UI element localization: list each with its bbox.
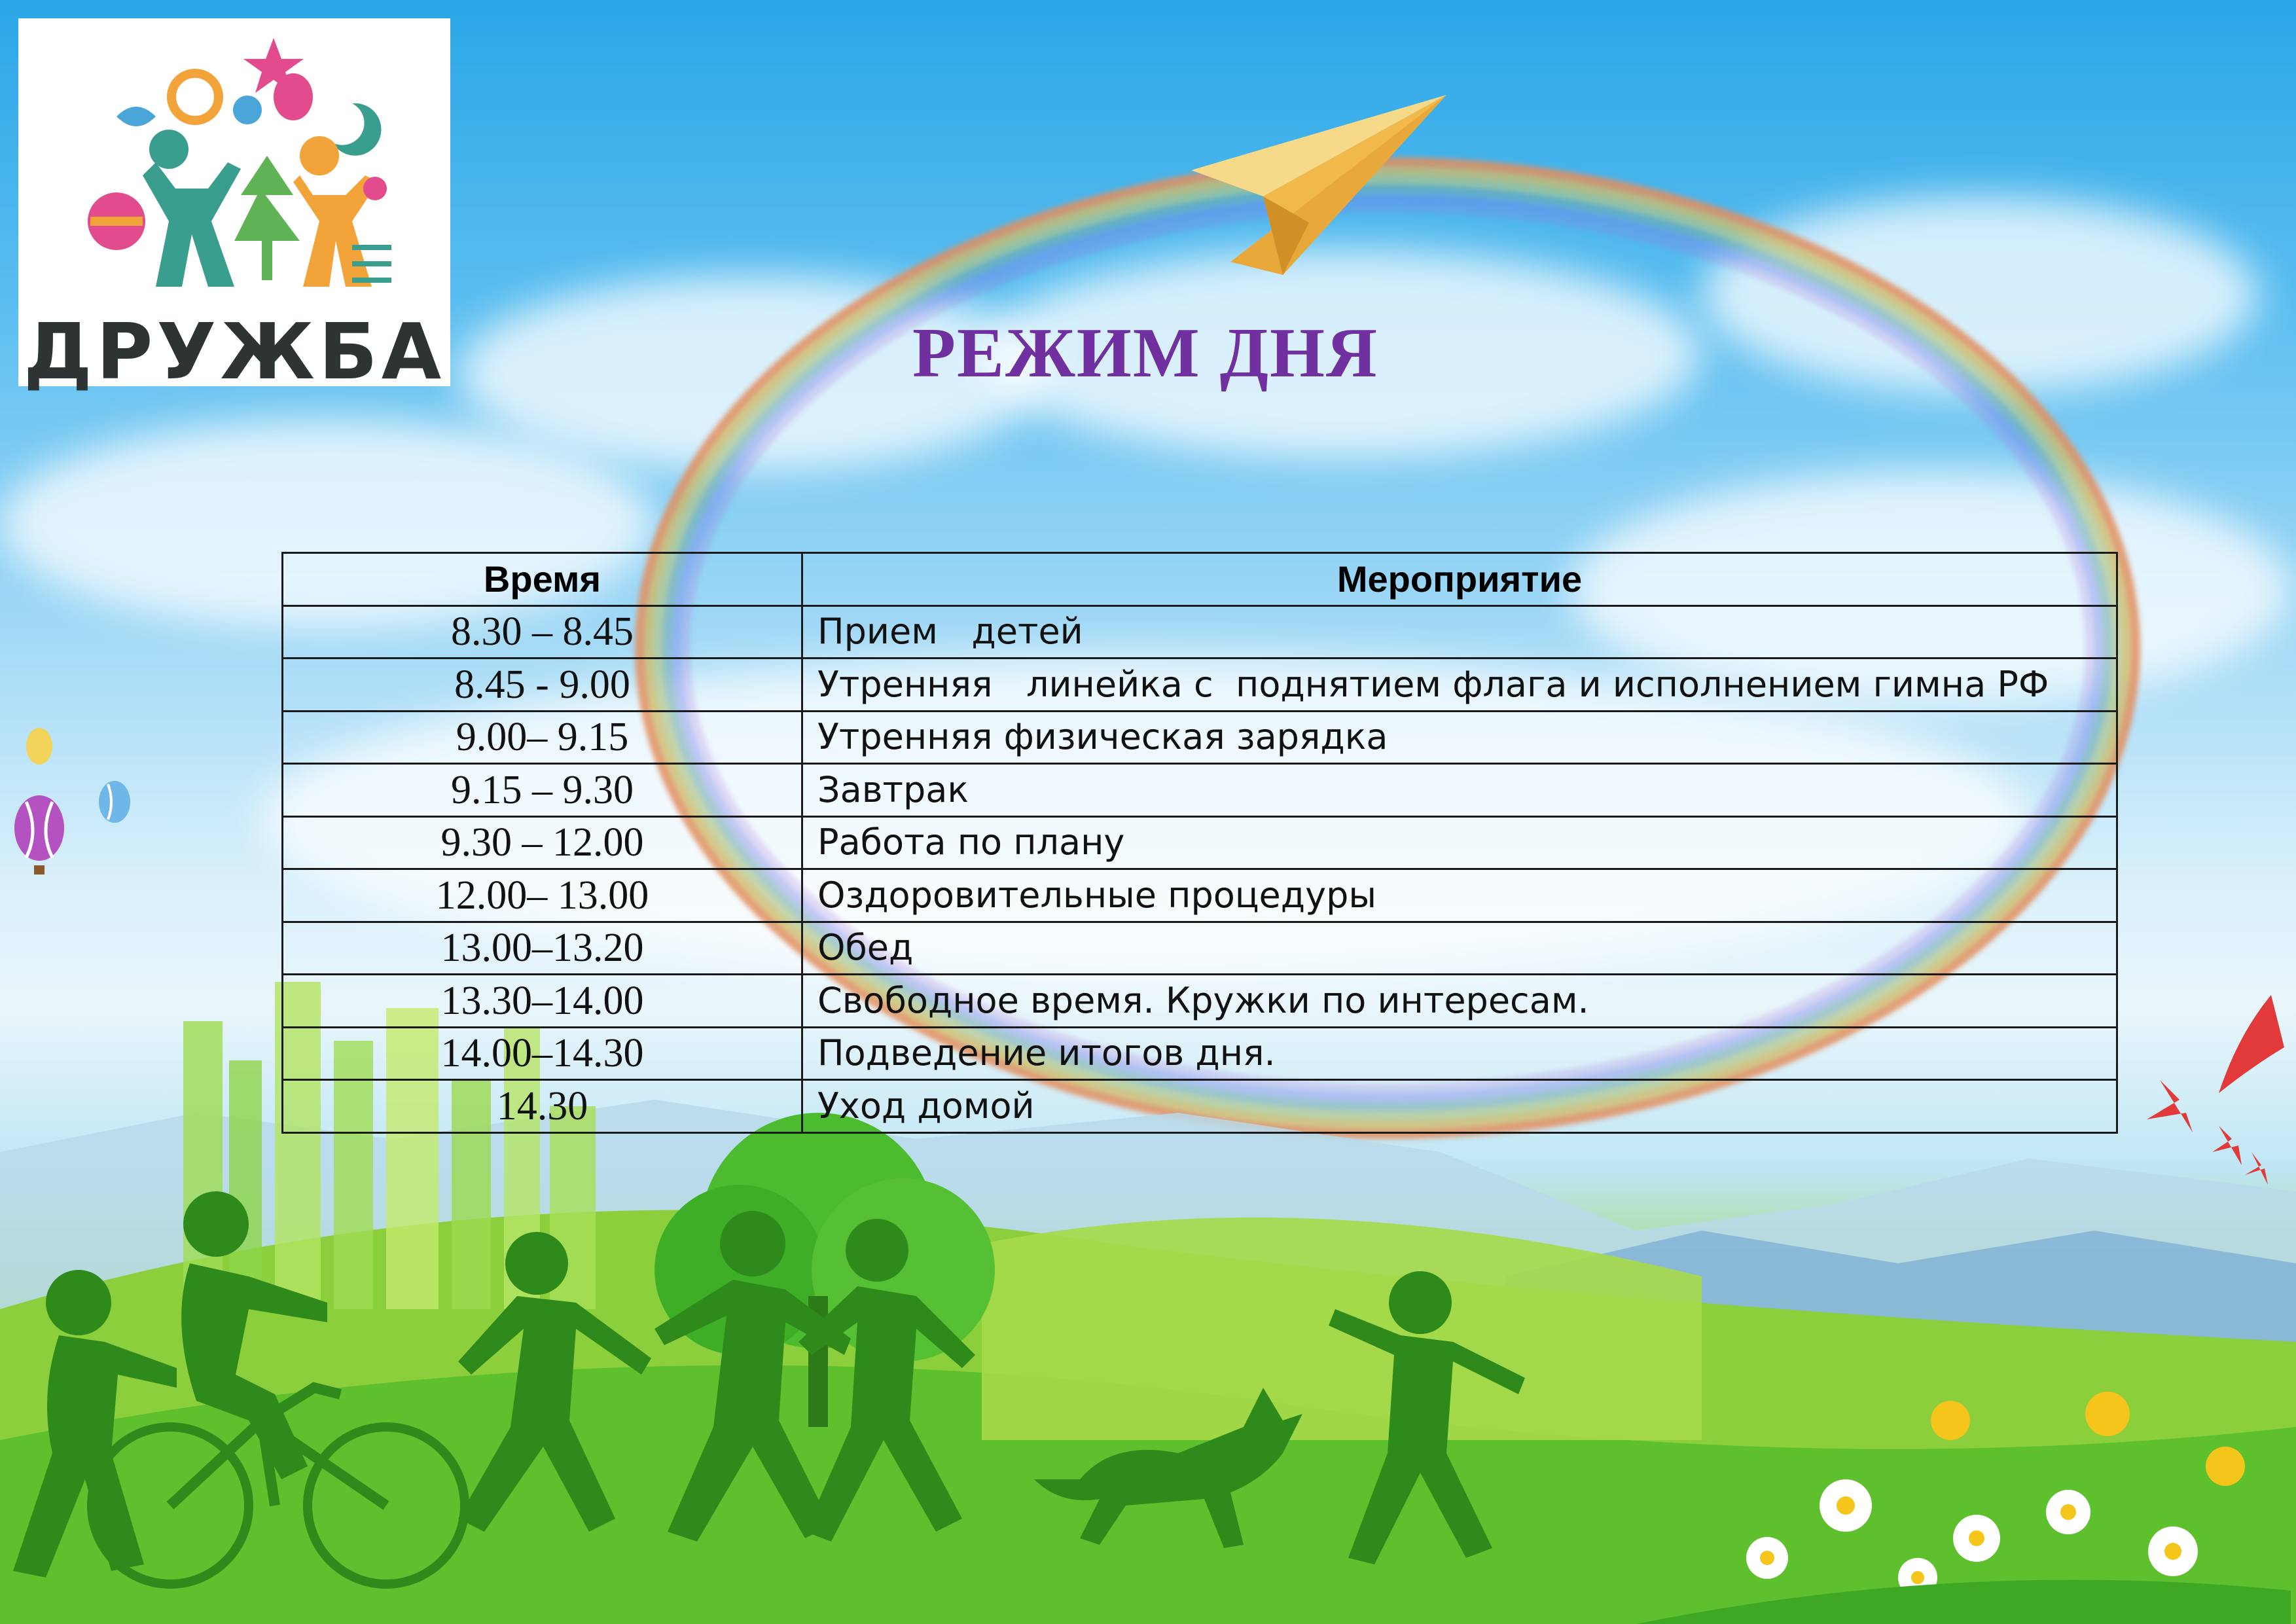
table-row: [283, 975, 2117, 1028]
row-event: Подведение итогов дня.: [802, 1027, 2117, 1080]
table-row: [283, 1027, 2117, 1080]
table-row: [283, 922, 2117, 975]
row-time: 8.30 – 8.45: [283, 605, 802, 659]
row-time: 14.00–14.30: [283, 1027, 802, 1080]
table-row: [283, 764, 2117, 817]
row-time: 12.00– 13.00: [283, 869, 802, 922]
page-title: РЕЖИМ ДНЯ: [912, 314, 1379, 392]
row-time: 8.45 - 9.00: [283, 659, 802, 712]
row-time: 9.30 – 12.00: [283, 816, 802, 869]
table-row: [283, 816, 2117, 869]
row-time: 13.00–13.20: [283, 922, 802, 975]
table-row: [283, 605, 2117, 659]
header-event: Мероприятие: [802, 553, 2117, 606]
row-time: 9.15 – 9.30: [283, 764, 802, 817]
table-row: [283, 1080, 2117, 1133]
paper-plane-icon: [1152, 92, 1453, 288]
row-event: Оздоровительные процедуры: [802, 869, 2117, 922]
schedule-table: [281, 552, 2118, 1134]
header-time: Время: [283, 553, 802, 606]
row-event: Утренняя физическая зарядка: [802, 711, 2117, 764]
row-event: Обед: [802, 922, 2117, 975]
row-time: 13.30–14.00: [283, 975, 802, 1028]
row-event: Завтрак: [802, 764, 2117, 817]
logo-emblem-icon: [77, 25, 391, 300]
row-event: Работа по плану: [802, 816, 2117, 869]
row-event: Прием детей: [802, 605, 2117, 659]
logo: [18, 18, 450, 397]
logo-wordmark: ДРУЖБА: [23, 306, 446, 397]
row-time: 14.30: [283, 1080, 802, 1133]
table-header-row: [283, 553, 2117, 606]
row-event: Свободное время. Кружки по интересам.: [802, 975, 2117, 1028]
balloon-icon: [0, 720, 170, 982]
table-row: [283, 869, 2117, 922]
table-row: [283, 711, 2117, 764]
row-time: 9.00– 9.15: [283, 711, 802, 764]
children-silhouettes: [0, 1113, 1571, 1624]
row-event: Утренняя линейка с поднятием флага и исполнением гимна РФ: [802, 659, 2117, 712]
row-event: Уход домой: [802, 1080, 2117, 1133]
bird-icon: [2121, 969, 2291, 1204]
table-row: [283, 659, 2117, 712]
flower-icon: [1636, 1342, 2291, 1624]
